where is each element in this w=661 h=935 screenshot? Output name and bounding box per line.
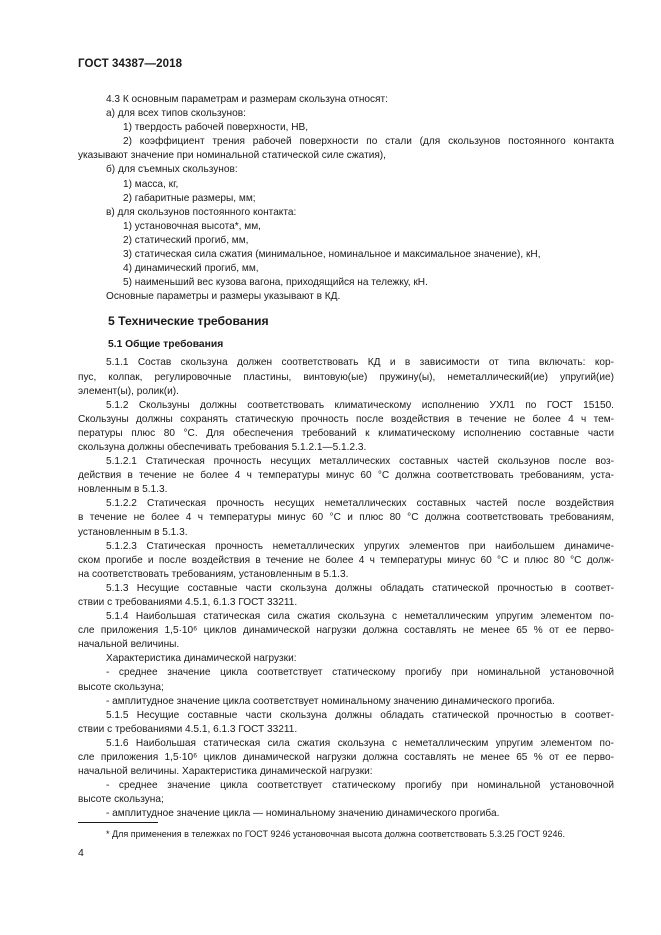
list-item-a: а) для всех типов скользунов: [106, 108, 246, 120]
clause-5-1-2-3: 5.1.2.3 Статическая прочность неметаллических упругих элементов при наибольшем динамиче- [106, 540, 614, 552]
list-subitem: 2) статический прогиб, мм, [123, 234, 249, 246]
paragraph-line: пус, колпак, регулировочные пластины, винтовую(ые) пружину(ы), неметаллический(ие) упругий(ие) [78, 371, 614, 383]
paragraph-line: начальной величины. [78, 639, 180, 651]
paragraph-line: начальной величины. Характеристика динамической нагрузки: [78, 766, 373, 778]
list-subitem-continuation: указывают значение при номинальной статической силе сжатия), [78, 150, 386, 162]
paragraph-line: сле приложения 1,5·10⁶ циклов динамической нагрузки должна составлять не менее 65 % от ее перво- [78, 752, 614, 764]
paragraph-line: в течение не более 4 ч температуры минус 60 °С и плюс 80 °С должна соответствовать требованиям, [78, 512, 614, 524]
paragraph-line: новленным в 5.1.3. [78, 484, 168, 496]
standard-header: ГОСТ 34387—2018 [78, 58, 183, 70]
clause-5-1-2-2: 5.1.2.2 Статическая прочность несущих неметаллических составных частей после воздействия [106, 498, 614, 510]
list-subitem: 4) динамический прогиб, мм, [123, 263, 259, 275]
clause-5-1-3: 5.1.3 Несущие составные части скользуна должны обладать статической прочностью в соответ- [106, 582, 614, 594]
list-subitem: 1) установочная высота*, мм, [123, 220, 261, 232]
section-5-title: 5 Технические требования [108, 314, 269, 329]
clause-5-1-1: 5.1.1 Состав скользуна должен соответствовать КД и в зависимости от типа включать: кор- [106, 357, 614, 369]
dash-list-item: - среднее значение цикла соответствует статическому прогибу при номинальной установочной [106, 667, 614, 679]
page-number: 4 [78, 847, 84, 859]
clause-5-1-2: 5.1.2 Скользуны должны соответствовать климатическому исполнению УХЛ1 по ГОСТ 15150. [106, 399, 614, 411]
paragraph: Основные параметры и размеры указывают в КД. [106, 291, 341, 303]
dash-list-item: - амплитудное значение цикла — номинальному значению динамического прогиба. [106, 808, 500, 820]
clause-5-1-5: 5.1.5 Несущие составные части скользуна должны обладать статической прочностью в соответ- [106, 709, 614, 721]
list-subitem: 5) наименьший вес кузова вагона, приходящийся на тележку, кН. [123, 277, 428, 289]
dash-list-item-continuation: высоте скользуна; [78, 681, 164, 693]
dash-list-item-continuation: высоте скользуна; [78, 794, 164, 806]
paragraph-line: действия в течение не более 4 ч температуры минус 60 °С должна соответствовать требованиям, уста- [78, 470, 614, 482]
paragraph-line: элемент(ы), ролик(и). [78, 385, 179, 397]
list-subitem: 2) габаритные размеры, мм; [123, 192, 256, 204]
paragraph-line: пературы плюс 80 °С. Для обеспечения требований к климатическому исполнению составные части [78, 427, 614, 439]
paragraph-line: сле приложения 1,5·10⁶ циклов динамической нагрузки должна составлять не менее 65 % от ее перво- [78, 625, 614, 637]
list-item-v: в) для скользунов постоянного контакта: [106, 206, 297, 218]
list-subitem: 3) статическая сила сжатия (минимальное, номинальное и максимальное значение), кН, [123, 249, 541, 261]
list-item-b: б) для съемных скользунов: [106, 164, 238, 176]
paragraph-line: ствии с требованиями 4.5.1, 6.1.3 ГОСТ 33211. [78, 597, 298, 608]
clause-5-1-6: 5.1.6 Наибольшая статическая сила сжатия скользуна с неметаллическим упругим элементом по- [106, 737, 614, 749]
list-subitem: 1) твердость рабочей поверхности, НВ, [123, 122, 309, 134]
footnote-divider [78, 822, 158, 823]
clause-5-1-2-1: 5.1.2.1 Статическая прочность несущих металлических составных частей скользунов после воз- [106, 456, 614, 468]
document-body [78, 93, 614, 822]
paragraph-line: скользуна должны обеспечивать требования 5.1.2.1—5.1.2.3. [78, 441, 367, 453]
dash-list-item: - амплитудное значение цикла соответствует номинальному значению динамического прогиба. [106, 695, 555, 707]
paragraph-line: ствии с требованиями 4.5.1, 6.1.3 ГОСТ 33211. [78, 723, 298, 735]
load-characteristic-heading: Характеристика динамической нагрузки: [106, 653, 297, 665]
footnote: * Для применения в тележках по ГОСТ 9246 установочная высота должна соответствовать 5.3.25 ГОСТ 9246. [106, 829, 566, 839]
paragraph-line: установленным в 5.1.3. [78, 526, 188, 538]
list-subitem: 1) масса, кг, [123, 178, 179, 190]
clause-4-3: 4.3 К основным параметрам и размерам скользуна относят: [106, 94, 388, 105]
list-subitem: 2) коэффициент трения рабочей поверхности по стали (для скользунов постоянного контакта [123, 136, 614, 148]
clause-5-1-4: 5.1.4 Наибольшая статическая сила сжатия скользуна с неметаллическим упругим элементом по- [106, 611, 614, 623]
paragraph-line: Скользуны должны сохранять статическую прочность после воздействия в течение не более 4 ч тем- [78, 413, 614, 425]
dash-list-item: - среднее значение цикла соответствует статическому прогибу при номинальной установочной [106, 780, 614, 792]
paragraph-line: ском прогибе и после воздействия в течение не более 4 ч температуры минус 60 °С и плюс 80 °С долж- [78, 554, 614, 566]
subsection-5-1-title: 5.1 Общие требования [108, 339, 224, 351]
paragraph-line: на соответствовать требованиям, установленным в 5.1.3. [78, 568, 349, 580]
